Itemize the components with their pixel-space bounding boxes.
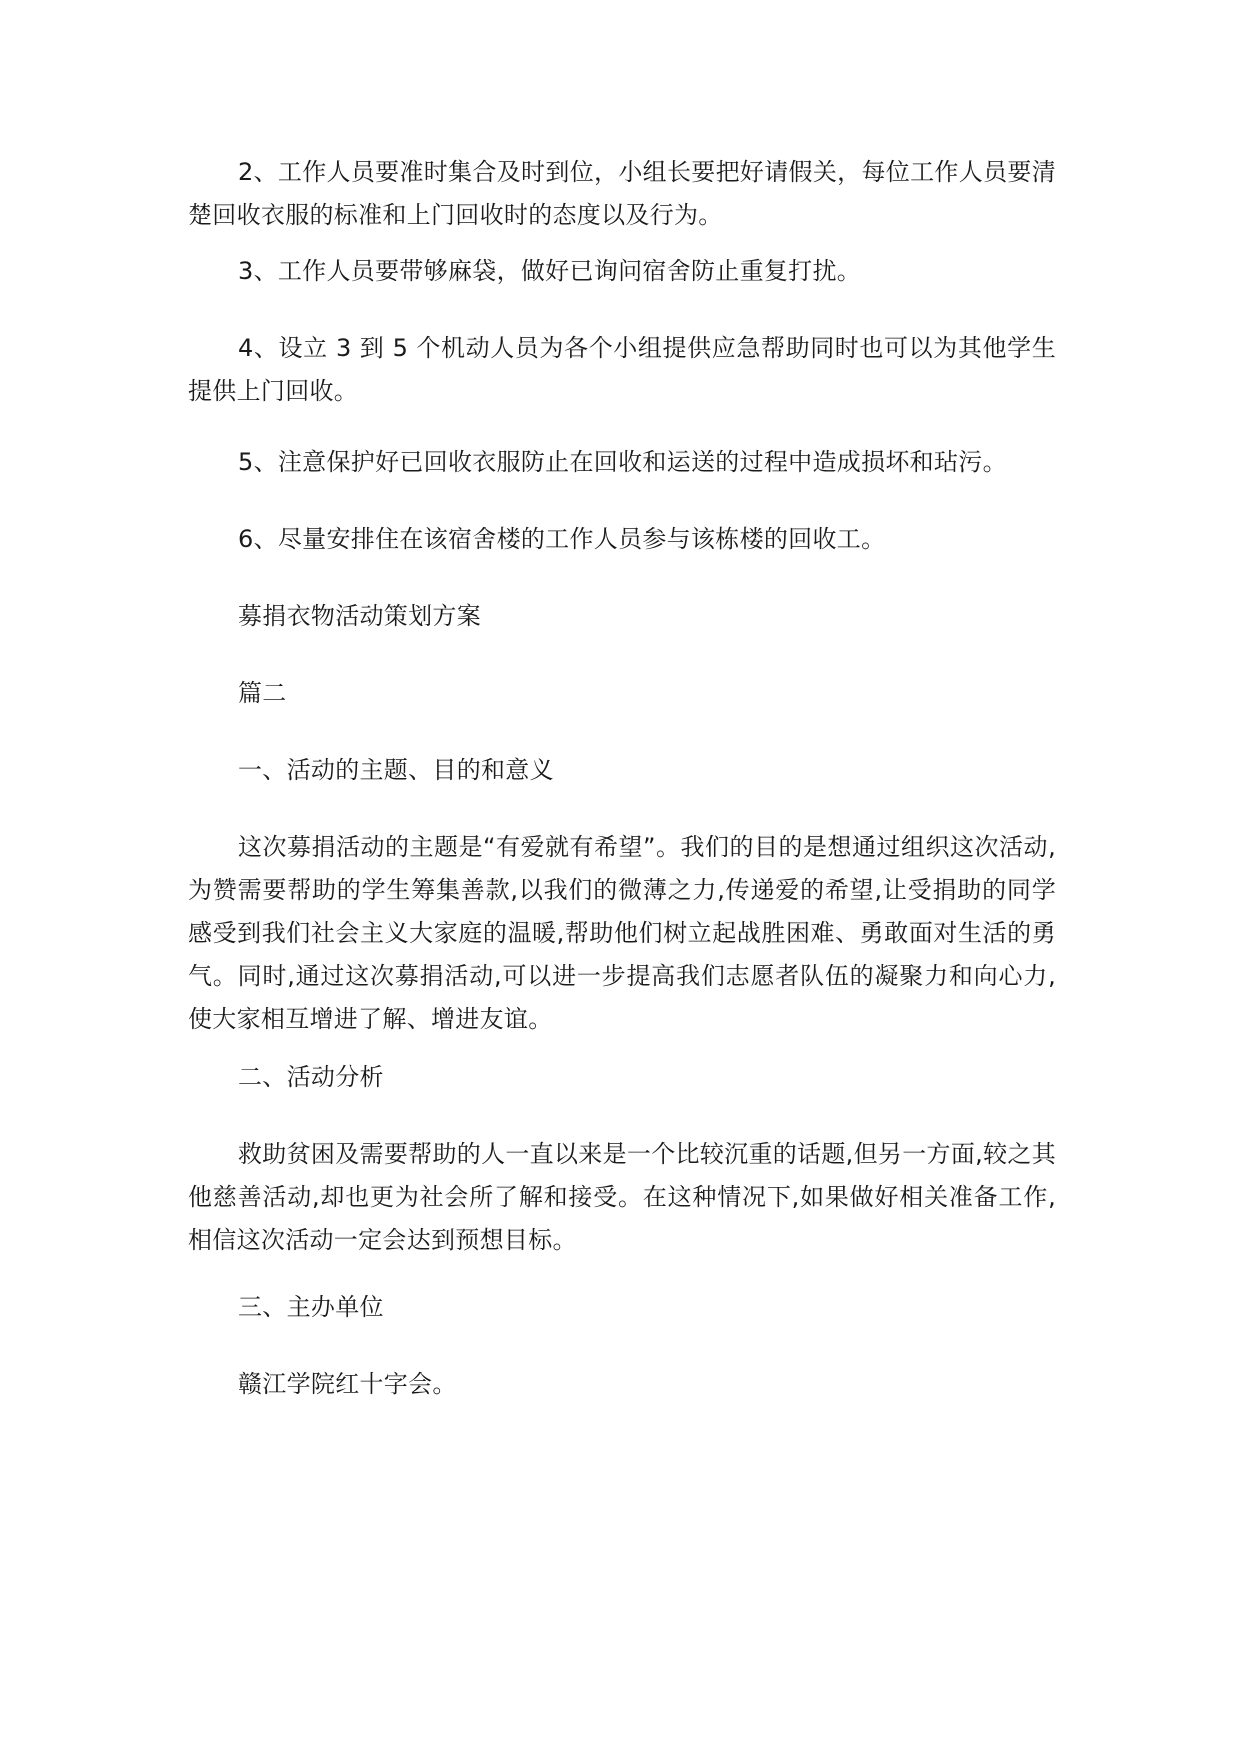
- heading-activity-analysis: 二、活动分析: [238, 1063, 384, 1091]
- paragraph-item-5: 5、注意保护好已回收衣服防止在回收和运送的过程中造成损坏和玷污。: [238, 448, 1007, 476]
- heading-theme-purpose: 一、活动的主题、目的和意义: [238, 756, 554, 784]
- paragraph-item-6: 6、尽量安排住在该宿舍楼的工作人员参与该栋楼的回收工。: [238, 525, 886, 553]
- paragraph-organizer-name: 赣江学院红十字会。: [238, 1370, 457, 1398]
- chapter-label: 篇二: [238, 679, 287, 707]
- heading-organizer: 三、主办单位: [238, 1293, 384, 1321]
- paragraph-item-2: 2、工作人员要准时集合及时到位，小组长要把好请假关，每位工作人员要清楚回收衣服的标准和上门回收时的态度以及行为。: [188, 158, 1056, 229]
- paragraph-theme-body: 这次募捐活动的主题是“有爱就有希望”。我们的目的是想通过组织这次活动,为赞需要帮助的学生筹集善款,以我们的微薄之力,传递爱的希望,让受捐助的同学感受到我们社会主义大家庭的温暖,帮助他们树立起战胜困难、勇敢面对生活的勇气。同时,通过这次募捐活动,可以进一步提高我们志愿者队伍的凝聚力和向心力,使大家相互增进了解、增进友谊。: [188, 833, 1056, 1033]
- paragraph-analysis-body: 救助贫困及需要帮助的人一直以来是一个比较沉重的话题,但另一方面,较之其他慈善活动,却也更为社会所了解和接受。在这种情况下,如果做好相关准备工作,相信这次活动一定会达到预想目标。: [188, 1140, 1056, 1254]
- paragraph-item-3: 3、工作人员要带够麻袋，做好已询问宿舍防止重复打扰。: [238, 257, 862, 285]
- section-title: 募捐衣物活动策划方案: [238, 602, 481, 630]
- paragraph-item-4: 4、设立 3 到 5 个机动人员为各个小组提供应急帮助同时也可以为其他学生提供上门回收。: [188, 334, 1056, 405]
